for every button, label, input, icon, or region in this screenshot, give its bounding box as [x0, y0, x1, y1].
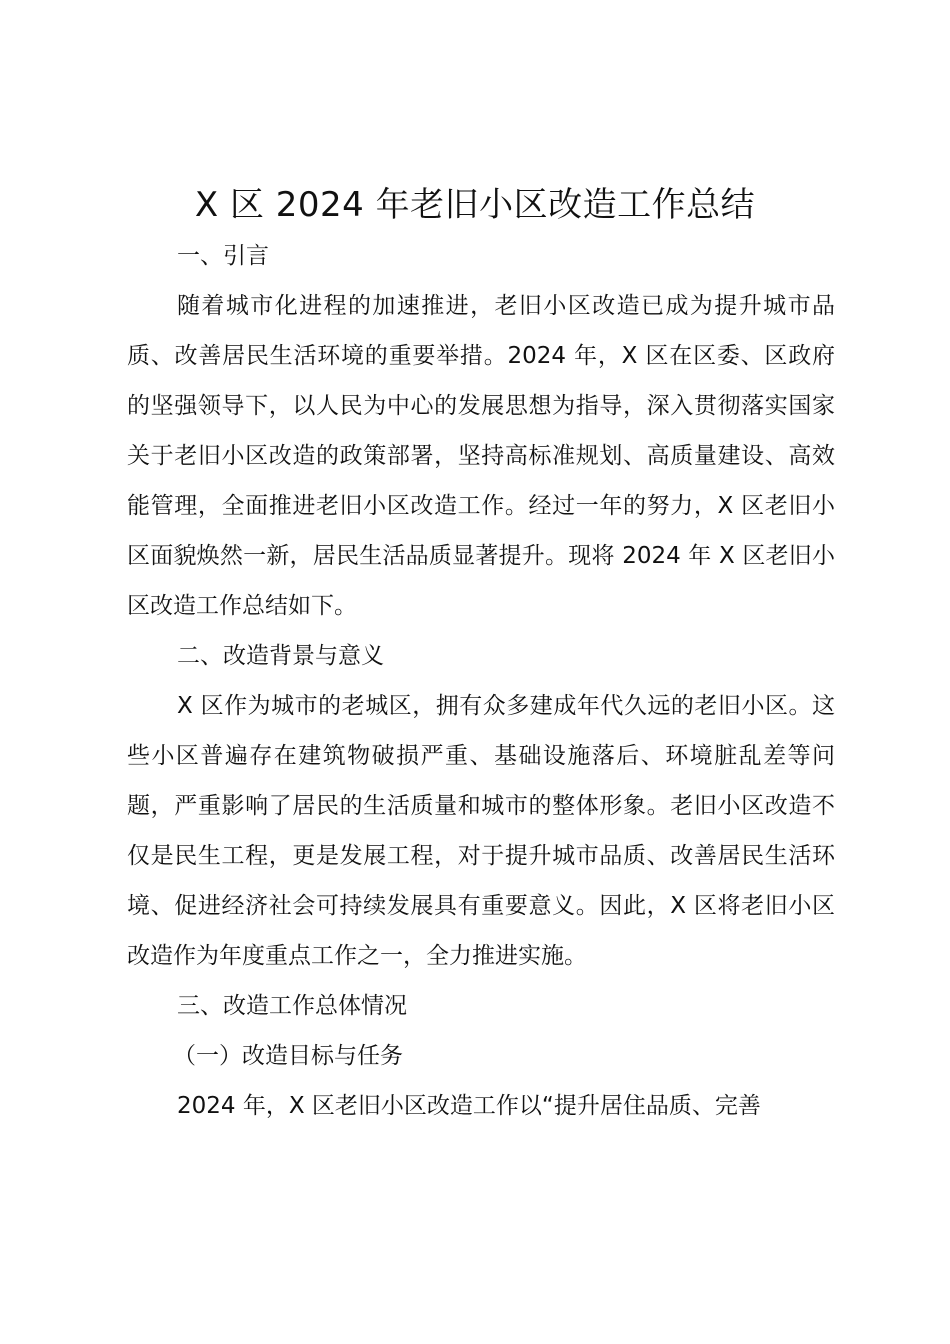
document-title: X 区 2024 年老旧小区改造工作总结: [194, 185, 756, 225]
section-heading-intro: 一、引言: [177, 243, 269, 269]
section-heading-overview: 三、改造工作总体情况: [177, 993, 407, 1019]
document-body: [127, 231, 835, 1131]
paragraph-background: X 区作为城市的老城区，拥有众多建成年代久远的老旧小区。这些小区普遍存在建筑物破损严重、基础设施落后、环境脏乱差等问题，严重影响了居民的生活质量和城市的整体形象。老旧小区改造不仅是民生工程，更是发展工程，对于提升城市品质、改善居民生活环境、促进经济社会可持续发展具有重要意义。因此，X 区将老旧小区改造作为年度重点工作之一，全力推进实施。: [127, 693, 835, 969]
paragraph-intro: 随着城市化进程的加速推进，老旧小区改造已成为提升城市品质、改善居民生活环境的重要举措。2024 年，X 区在区委、区政府的坚强领导下，以人民为中心的发展思想为指导，深入贯彻落实国家关于老旧小区改造的政策部署，坚持高标准规划、高质量建设、高效能管理，全面推进老旧小区改造工作。经过一年的努力，X 区老旧小区面貌焕然一新，居民生活品质显著提升。现将 2024 年 X 区老旧小区改造工作总结如下。: [127, 293, 835, 619]
subsection-heading-goals: （一）改造目标与任务: [173, 1043, 403, 1069]
paragraph-goals: 2024 年，X 区老旧小区改造工作以“提升居住品质、完善: [177, 1093, 761, 1119]
section-heading-background: 二、改造背景与意义: [177, 643, 384, 669]
